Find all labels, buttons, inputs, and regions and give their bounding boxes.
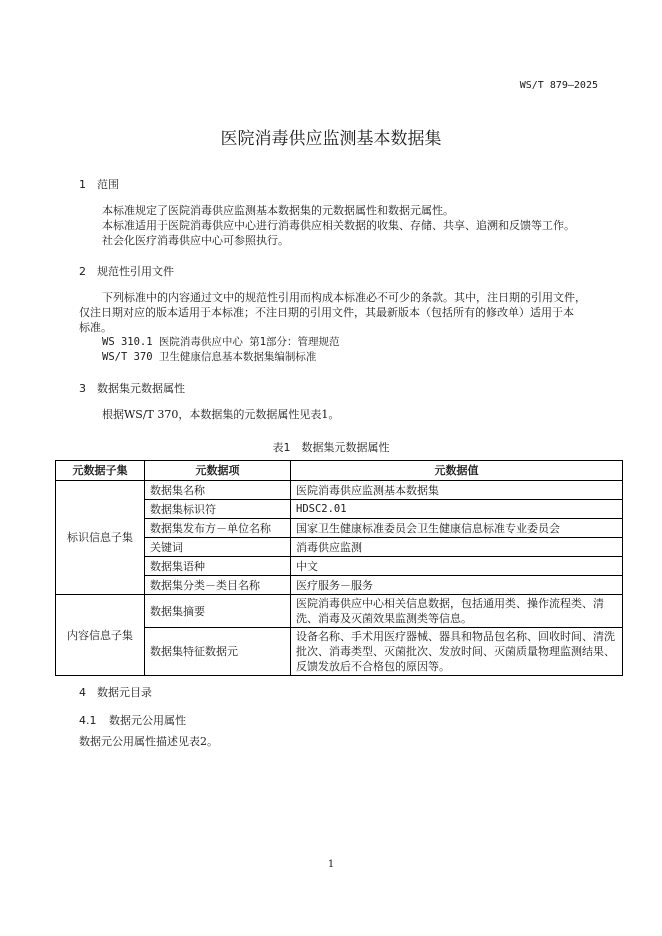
- item-cell: 数据集名称: [145, 481, 291, 500]
- section-number: 4: [79, 686, 86, 699]
- subsection-4-1-heading: [79, 712, 186, 728]
- value-cell: 医疗服务－服务: [291, 576, 623, 595]
- item-cell: 数据集特征数据元: [145, 628, 291, 676]
- subsection-4-1-paragraph: 数据元公用属性描述见表2。: [79, 735, 218, 748]
- section-title: 范围: [97, 178, 119, 191]
- value-cell: 消毒供应监测: [291, 538, 623, 557]
- section-number: 2: [79, 265, 86, 278]
- section-2-intro-line: 仅注日期对应的版本适用于本标准；不注日期的引用文件，其最新版本（包括所有的修改单）适用于本: [79, 306, 574, 319]
- standard-code: WS/T 879—2025: [519, 80, 598, 91]
- section-3-paragraph: 根据WS/T 370，本数据集的元数据属性见表1。: [102, 408, 340, 421]
- reference-item: WS 310.1 医院消毒供应中心 第1部分：管理规范: [102, 336, 340, 348]
- table-row: [56, 481, 623, 500]
- section-number: 1: [79, 178, 86, 191]
- item-cell: 数据集分类－类目名称: [145, 576, 291, 595]
- section-2-heading: [79, 263, 174, 279]
- group-cell: 内容信息子集: [56, 595, 145, 676]
- value-cell: 国家卫生健康标准委员会卫生健康信息标准专业委员会: [291, 519, 623, 538]
- section-1-paragraph: 社会化医疗消毒供应中心可参照执行。: [102, 234, 289, 247]
- section-number: 3: [79, 382, 86, 395]
- column-header: 元数据值: [291, 461, 623, 481]
- section-2-intro-line: 标准。: [79, 321, 112, 334]
- metadata-table: [55, 460, 623, 676]
- value-cell: 医院消毒供应中心相关信息数据，包括通用类、操作流程类、清洗、消毒及灭菌效果监测类等信息。: [291, 595, 623, 628]
- value-cell: 设备名称、手术用医疗器械、器具和物品包名称、回收时间、清洗批次、消毒类型、灭菌批次、发放时间、灭菌质量物理监测结果、反馈发放后不合格包的原因等。: [291, 628, 623, 676]
- table-header-row: [56, 461, 623, 481]
- value-cell: 医院消毒供应监测基本数据集: [291, 481, 623, 500]
- subsection-number: 4.1: [79, 714, 97, 727]
- item-cell: 数据集摘要: [145, 595, 291, 628]
- item-cell: 数据集语种: [145, 557, 291, 576]
- reference-item: WS/T 370 卫生健康信息基本数据集编制标准: [102, 351, 317, 363]
- item-cell: 数据集发布方－单位名称: [145, 519, 291, 538]
- section-1-paragraph: 本标准适用于医院消毒供应中心进行消毒供应相关数据的收集、存储、共享、追溯和反馈等工作。: [102, 219, 575, 232]
- section-1-paragraph: 本标准规定了医院消毒供应监测基本数据集的元数据属性和数据元属性。: [102, 204, 454, 217]
- page-number: 1: [327, 859, 335, 870]
- section-4-heading: [79, 684, 152, 700]
- column-header: 元数据项: [145, 461, 291, 481]
- value-cell: HDSC2.01: [291, 500, 623, 519]
- section-title: 规范性引用文件: [97, 265, 174, 278]
- section-3-heading: [79, 380, 185, 396]
- document-title: 医院消毒供应监测基本数据集: [220, 129, 442, 149]
- section-1-heading: [79, 176, 119, 192]
- item-cell: 关键词: [145, 538, 291, 557]
- section-2-intro-line: 下列标准中的内容通过文中的规范性引用而构成本标准必不可少的条款。其中，注日期的引用文件，: [102, 291, 586, 304]
- section-title: 数据集元数据属性: [97, 382, 185, 395]
- subsection-title: 数据元公用属性: [109, 714, 186, 727]
- table-row: [56, 595, 623, 628]
- group-cell: 标识信息子集: [56, 481, 145, 595]
- item-cell: 数据集标识符: [145, 500, 291, 519]
- section-title: 数据元目录: [97, 686, 152, 699]
- column-header: 元数据子集: [56, 461, 145, 481]
- value-cell: 中文: [291, 557, 623, 576]
- table-caption: 表1 数据集元数据属性: [272, 441, 390, 454]
